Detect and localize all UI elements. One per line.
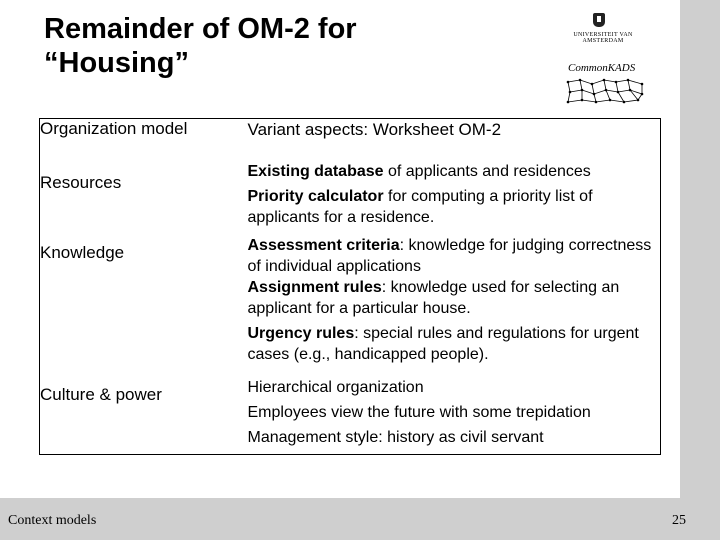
university-crest-icon <box>593 13 605 27</box>
list-item <box>248 277 661 319</box>
entry-text: : knowledge for judging correctness of individual applications <box>247 236 652 275</box>
entry-text: : special rules and regulations for urgent cases (e.g., handicapped people). <box>247 324 639 363</box>
commonkads-logo-text: CommonKADS <box>568 62 636 74</box>
entry-text: of applicants and residences <box>383 162 591 180</box>
right-border-strip <box>680 0 720 540</box>
commonkads-network-icon <box>566 76 646 104</box>
list-item <box>248 377 661 398</box>
table-row <box>40 161 661 235</box>
footer-section-title: Context models <box>8 513 97 528</box>
row-label-culture-power: Culture & power <box>40 384 162 404</box>
logo-area <box>560 10 660 105</box>
entry-text: for computing a priority list of applicants for a residence. <box>247 187 593 226</box>
table-row <box>40 235 661 377</box>
list-item <box>248 235 661 277</box>
entry-term: Priority calculator <box>247 187 384 205</box>
entry-term: Assignment rules <box>247 278 382 296</box>
entry-text: : knowledge used for selecting an applicant for a particular house. <box>247 278 620 317</box>
list-item <box>248 323 661 365</box>
slide-title <box>44 12 474 80</box>
page-number: 25 <box>672 513 686 528</box>
row-label-resources: Resources <box>40 172 122 192</box>
list-item <box>248 186 661 228</box>
entry-text: Management style: history as civil servant <box>247 428 544 446</box>
row-label-knowledge: Knowledge <box>40 242 125 262</box>
entry-text: Hierarchical organization <box>247 378 424 396</box>
entry-term: Urgency rules <box>247 324 355 342</box>
header-organization-model: Organization model <box>40 119 188 138</box>
entry-term: Assessment criteria <box>247 236 400 254</box>
footer-bar <box>0 498 720 540</box>
slide-title-line-1: Remainder of OM-2 for <box>44 13 357 45</box>
university-logo-text: UNIVERSITEIT VAN AMSTERDAM <box>573 32 633 44</box>
row-content-culture-power <box>248 377 661 455</box>
table-row <box>40 377 661 455</box>
list-item <box>248 427 661 448</box>
entry-term: Existing database <box>247 162 384 180</box>
entry-text: Employees view the future with some trepidation <box>247 403 591 421</box>
header-variant-aspects: Variant aspects: Worksheet OM-2 <box>247 120 502 139</box>
slide-title-line-2: “Housing” <box>44 47 189 79</box>
row-content-knowledge <box>248 235 661 377</box>
list-item <box>248 402 661 423</box>
om2-worksheet-table <box>39 118 661 455</box>
list-item <box>248 161 661 182</box>
table-header-row <box>40 119 661 161</box>
row-content-resources <box>248 161 661 235</box>
